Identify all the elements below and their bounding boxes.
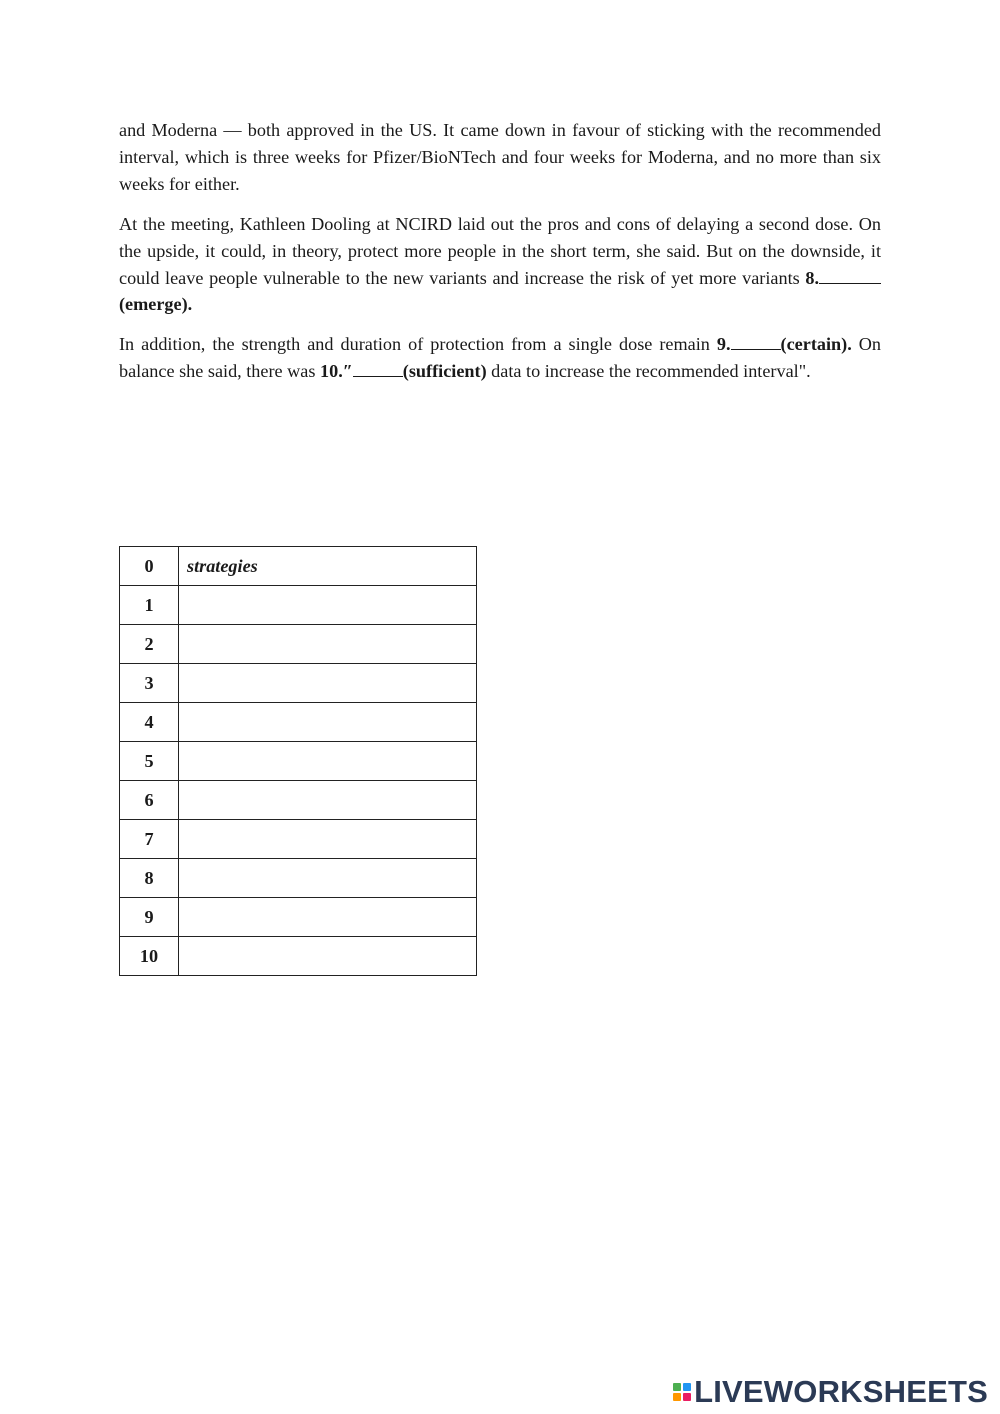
row-number: 2 [120,625,179,664]
answer-input-5[interactable] [179,742,477,781]
row-number: 4 [120,703,179,742]
answer-cell: strategies [179,547,477,586]
answer-input-3[interactable] [179,664,477,703]
blank-9-line[interactable] [731,335,781,350]
answer-input-10[interactable] [179,937,477,976]
liveworksheets-logo-icon [673,1383,691,1401]
row-number: 7 [120,820,179,859]
logo-square [673,1383,681,1391]
logo-square [683,1383,691,1391]
table-row [120,937,477,976]
answer-input-9[interactable] [179,898,477,937]
row-number: 6 [120,781,179,820]
paragraph-1 [119,117,881,209]
row-number: 3 [120,664,179,703]
paragraph-3-text-c: data to increase the recommended interval". [486,360,811,381]
row-number: 10 [120,937,179,976]
table-row [120,625,477,664]
table-row [120,898,477,937]
blank-10-hint: (sufficient) [402,360,487,381]
row-number: 1 [120,586,179,625]
table-row [120,859,477,898]
blank-8-number: 8. [805,267,819,288]
answer-input-7[interactable] [179,820,477,859]
blank-9-hint: (certain). [780,334,852,354]
answer-input-6[interactable] [179,781,477,820]
table-row [120,703,477,742]
blank-9-number: 9. [716,334,731,354]
answer-input-4[interactable] [179,703,477,742]
blank-8-hint: (emerge). [119,294,193,315]
liveworksheets-logo [673,1374,988,1410]
paragraph-2 [119,211,881,330]
table-row [120,781,477,820]
answer-input-2[interactable] [179,625,477,664]
answer-table [119,546,477,976]
blank-10-number: 10.″ [320,360,353,381]
blank-8-line[interactable] [819,269,881,284]
table-row [120,820,477,859]
answer-input-8[interactable] [179,859,477,898]
blank-10-line[interactable] [353,362,403,377]
table-row [120,664,477,703]
row-number: 0 [120,547,179,586]
paragraph-3 [119,331,881,397]
row-number: 5 [120,742,179,781]
paragraph-3-text-a: In addition, the strength and duration of protection from a single dose remain [119,334,717,354]
row-number: 9 [120,898,179,937]
liveworksheets-logo-text: LIVEWORKSHEETS [694,1374,988,1409]
paragraph-2-text: At the meeting, Kathleen Dooling at NCIRD laid out the pros and cons of delaying a second dose. On the upside, it could, in theory, protect more people in the short term, she said. But on the downside, it could leave people vulnerable to the new variants and increase the risk of yet more variants [119,214,881,288]
blank-9[interactable] [717,334,852,354]
paragraph-3-text-b: On balance she said, there was [119,334,882,381]
blank-10[interactable] [320,361,487,381]
answer-input-1[interactable] [179,586,477,625]
logo-square [673,1393,681,1401]
logo-square [683,1393,691,1401]
table-row [120,586,477,625]
table-row [120,547,477,586]
table-row [120,742,477,781]
row-number: 8 [120,859,179,898]
paragraph-1-text: and Moderna — both approved in the US. It came down in favour of sticking with the recommended interval, which is three weeks for Pfizer/BioNTech and four weeks for Moderna, and no more than six weeks for either. [119,120,881,194]
